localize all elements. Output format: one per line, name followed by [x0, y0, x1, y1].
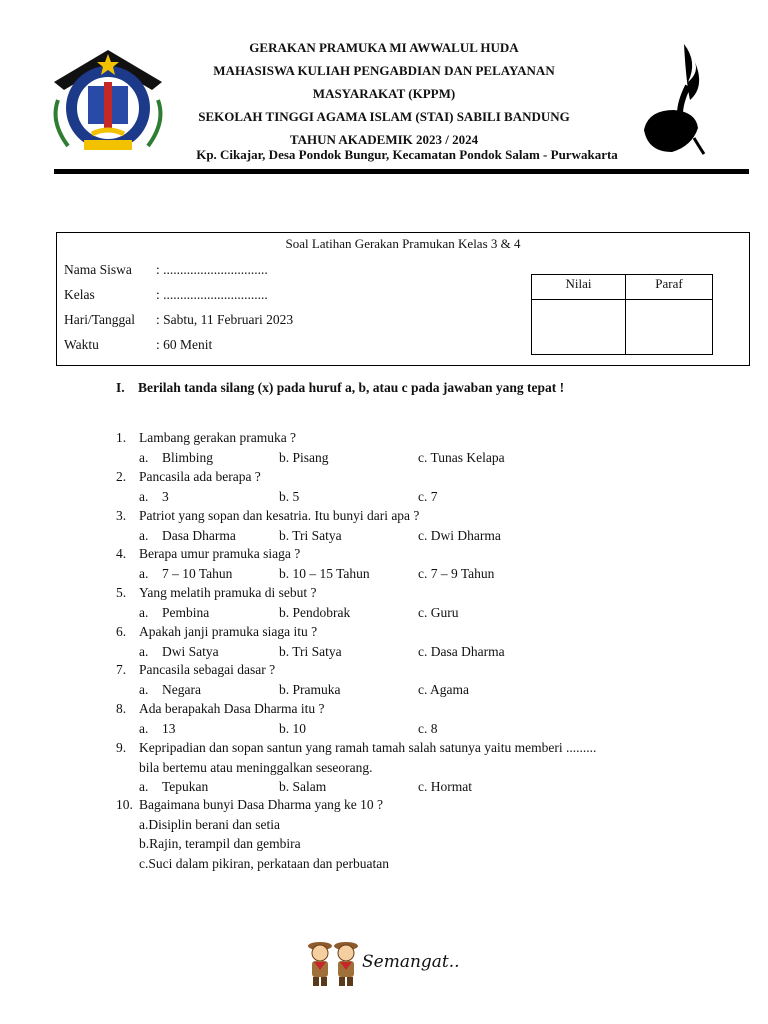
question-number: 8. [116, 701, 127, 716]
option-text: b. Salam [279, 779, 327, 794]
answer-option-a[interactable] [139, 779, 208, 795]
time-label: Waktu [64, 337, 99, 352]
answer-option-b[interactable] [279, 450, 329, 466]
answer-option-c[interactable] [418, 644, 505, 660]
option-letter: a. [139, 779, 149, 794]
answer-option-c[interactable] [418, 779, 472, 795]
date-value: : Sabtu, 11 Februari 2023 [156, 312, 294, 327]
question-text: Ada berapakah Dasa Dharma itu ? [139, 701, 325, 716]
question-1 [116, 430, 296, 446]
option-text: 13 [162, 720, 176, 736]
question-text-continued: bila bertemu atau meninggalkan seseorang. [139, 759, 373, 775]
option-text: b. Tri Satya [279, 643, 342, 659]
option-letter: a. [139, 449, 149, 465]
grade-table [531, 274, 713, 355]
question-text: Bagaimana bunyi Dasa Dharma yang ke 10 ? [139, 797, 384, 812]
option-text: Dasa Dharma [162, 527, 236, 543]
question-number: 5. [116, 585, 127, 600]
date-row [64, 312, 293, 328]
answer-option-a[interactable] [139, 528, 236, 544]
header-college: SEKOLAH TINGGI AGAMA ISLAM (STAI) SABILI BANDUNG [198, 109, 570, 124]
option-letter: a. [139, 720, 149, 736]
header-divider [54, 169, 749, 174]
exam-title: Soal Latihan Gerakan Pramukan Kelas 3 & 4 [285, 236, 521, 251]
option-text: 7 – 10 Tahun [162, 565, 233, 581]
option-letter: b. [139, 836, 150, 851]
answer-option-b[interactable] [139, 836, 301, 852]
question-5 [116, 585, 316, 601]
question-number: 4. [116, 546, 127, 561]
option-text: b. 10 – 15 Tahun [279, 565, 370, 581]
signature-cell [626, 300, 712, 354]
student-name-label: Nama Siswa [64, 262, 132, 277]
option-text: 3 [162, 488, 169, 504]
question-number: 3. [116, 508, 127, 523]
option-text: b. Pisang [279, 449, 329, 465]
footer-motivation: Semangat.. [362, 952, 460, 972]
answer-option-a[interactable] [139, 817, 280, 833]
option-text: c. Dasa Dharma [418, 643, 505, 659]
option-text: c. Hormat [418, 779, 472, 794]
option-text: Blimbing [162, 449, 214, 465]
signature-header: Paraf [626, 275, 712, 300]
class-label: Kelas [64, 287, 95, 302]
option-text: Tepukan [162, 779, 209, 794]
header-program-abbr: MASYARAKAT (KPPM) [312, 86, 456, 101]
answer-option-b[interactable] [279, 528, 342, 544]
answer-option-a[interactable] [139, 721, 176, 737]
class-value: : ............................... [156, 287, 268, 302]
option-letter: a. [139, 604, 149, 620]
answer-option-a[interactable] [139, 450, 213, 466]
answer-option-a[interactable] [139, 489, 169, 505]
student-name-value: : ............................... [156, 262, 268, 277]
answer-option-b[interactable] [279, 605, 350, 621]
answer-option-b[interactable] [279, 489, 299, 505]
answer-option-b[interactable] [279, 566, 370, 582]
answer-option-a[interactable] [139, 682, 201, 698]
header-program: MAHASISWA KULIAH PENGABDIAN DAN PELAYANAN [213, 63, 555, 78]
answer-option-c[interactable] [139, 856, 389, 872]
question-text: Kepripadian dan sopan santun yang ramah tamah salah satunya yaitu memberi ......... [139, 740, 597, 755]
header-address: Kp. Cikajar, Desa Pondok Bungur, Kecamatan Pondok Salam - Purwakarta [196, 147, 618, 162]
student-info-box [56, 232, 750, 366]
answer-option-c[interactable] [418, 682, 469, 698]
option-letter: c. [139, 855, 149, 871]
section-number: I. [116, 380, 125, 395]
option-letter: a. [139, 816, 149, 832]
class-row [64, 287, 268, 303]
question-8 [116, 701, 325, 717]
answer-option-c[interactable] [418, 450, 505, 466]
option-text: Disiplin berani dan setia [148, 816, 280, 832]
time-value: : 60 Menit [156, 337, 213, 352]
question-9 [116, 740, 596, 756]
answer-option-b[interactable] [279, 644, 342, 660]
option-text: c. Guru [418, 604, 459, 620]
answer-option-c[interactable] [418, 605, 459, 621]
question-text: Berapa umur pramuka siaga ? [139, 546, 301, 561]
question-7 [116, 662, 275, 678]
option-letter: a. [139, 527, 149, 543]
option-text: Rajin, terampil dan gembira [149, 836, 301, 851]
option-letter: a. [139, 681, 149, 697]
option-text: c. 7 [418, 488, 438, 504]
option-text: c. Tunas Kelapa [418, 449, 505, 465]
option-letter: a. [139, 565, 149, 581]
question-text: Apakah janji pramuka siaga itu ? [139, 624, 318, 639]
option-letter: a. [139, 488, 149, 504]
question-3 [116, 508, 419, 524]
question-text: Pancasila sebagai dasar ? [139, 662, 276, 677]
question-number: 2. [116, 469, 127, 484]
question-text: Pancasila ada berapa ? [139, 469, 261, 484]
section-instruction [116, 380, 564, 396]
question-number: 10. [116, 797, 133, 812]
score-cell [532, 300, 626, 354]
answer-option-c[interactable] [418, 566, 494, 582]
score-header: Nilai [532, 275, 626, 300]
option-text: c. Agama [418, 681, 469, 697]
answer-option-c[interactable] [418, 528, 501, 544]
option-text: b. 10 [279, 720, 306, 736]
option-text: Dwi Satya [162, 643, 219, 659]
question-number: 9. [116, 740, 127, 755]
question-text: Lambang gerakan pramuka ? [139, 430, 297, 445]
question-number: 1. [116, 430, 127, 445]
question-text: Yang melatih pramuka di sebut ? [139, 585, 317, 600]
option-text: Suci dalam pikiran, perkataan dan perbuatan [148, 855, 390, 871]
student-name-row [64, 262, 268, 278]
answer-option-a[interactable] [139, 644, 219, 660]
question-6 [116, 624, 317, 640]
header-academic-year: TAHUN AKADEMIK 2023 / 2024 [289, 132, 479, 147]
question-number: 7. [116, 662, 127, 677]
option-text: c. Dwi Dharma [418, 527, 501, 543]
header-org-name: GERAKAN PRAMUKA MI AWWALUL HUDA [249, 40, 519, 55]
question-2 [116, 469, 261, 485]
answer-option-a[interactable] [139, 605, 209, 621]
answer-option-b[interactable] [279, 779, 326, 795]
answer-option-c[interactable] [418, 721, 438, 737]
answer-option-a[interactable] [139, 566, 232, 582]
instruction-text: Berilah tanda silang (x) pada huruf a, b, atau c pada jawaban yang tepat ! [138, 380, 565, 395]
answer-option-b[interactable] [279, 682, 341, 698]
option-text: c. 8 [418, 720, 438, 736]
option-text: b. 5 [279, 488, 300, 504]
option-text: Pembina [162, 604, 210, 620]
question-4 [116, 546, 300, 562]
scout-children-illustration [302, 938, 364, 988]
option-text: b. Pendobrak [279, 604, 351, 620]
answer-option-b[interactable] [279, 721, 306, 737]
answer-option-c[interactable] [418, 489, 438, 505]
option-letter: a. [139, 643, 149, 659]
option-text: b. Pramuka [279, 681, 341, 697]
time-row [64, 337, 212, 353]
question-number: 6. [116, 624, 127, 639]
date-label: Hari/Tanggal [64, 312, 136, 327]
option-text: b. Tri Satya [279, 527, 342, 543]
question-text: Patriot yang sopan dan kesatria. Itu bunyi dari apa ? [139, 508, 420, 523]
question-10 [116, 797, 383, 813]
option-text: c. 7 – 9 Tahun [418, 565, 495, 581]
option-text: Negara [162, 681, 201, 697]
